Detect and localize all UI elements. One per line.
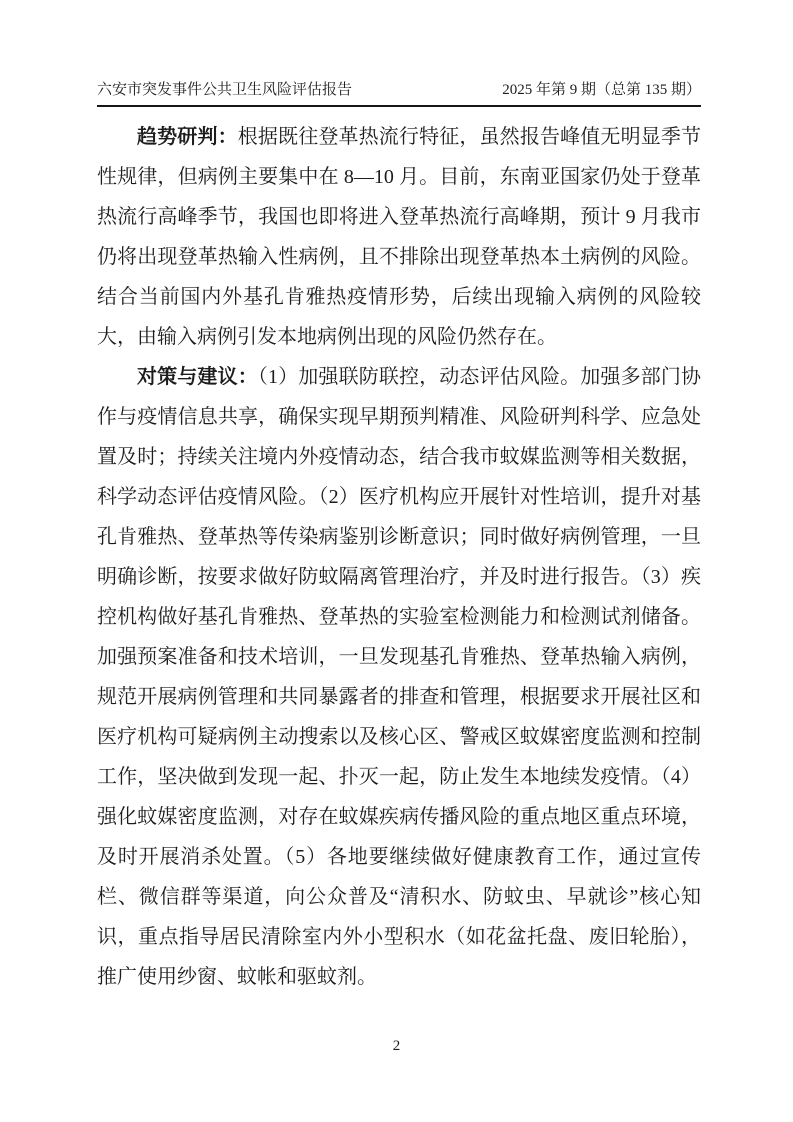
paragraph-countermeasures: [97, 357, 701, 997]
trend-analysis-text: 根据既往登革热流行特征，虽然报告峰值无明显季节性规律，但病例主要集中在 8—10 月。目前，东南亚国家仍处于登革热流行高峰季节，我国也即将进入登革热流行高峰期，预计 9 月我市仍将出现登革热输入性病例，且不排除出现登革热本土病例的风险。结合当前国内外基孔肯雅热疫情形势，后续出现输入病例的风险较大，由输入病例引发本地病例出现的风险仍然存在。: [97, 126, 702, 348]
paragraph-trend-analysis: [97, 117, 701, 357]
page-header: [97, 80, 701, 107]
countermeasures-text: （1）加强联防联控，动态评估风险。加强多部门协作与疫情信息共享，确保实现早期预判精准、风险研判科学、应急处置及时；持续关注境内外疫情动态，结合我市蚊媒监测等相关数据，科学动态评估疫情风险。（2）医疗机构应开展针对性培训，提升对基孔肯雅热、登革热等传染病鉴别诊断意识；同时做好病例管理，一旦明确诊断，按要求做好防蚊隔离管理治疗，并及时进行报告。（3）疾控机构做好基孔肯雅热、登革热的实验室检测能力和检测试剂储备。加强预案准备和技术培训，一旦发现基孔肯雅热、登革热输入病例，规范开展病例管理和共同暴露者的排查和管理，根据要求开展社区和医疗机构可疑病例主动搜索以及核心区、警戒区蚊媒密度监测和控制工作，坚决做到发现一起、扑灭一起，防止发生本地续发疫情。（4）强化蚊媒密度监测，对存在蚊媒疾病传播风险的重点地区重点环境，及时开展消杀处置。（5）各地要继续做好健康教育工作，通过宣传栏、微信群等渠道，向公众普及“清积水、防蚊虫、早就诊”核心知识，重点指导居民清除室内外小型积水（如花盆托盘、废旧轮胎），推广使用纱窗、蚊帐和驱蚊剂。: [97, 366, 702, 988]
countermeasures-lead: 对策与建议：: [137, 366, 258, 388]
trend-analysis-lead: 趋势研判：: [137, 126, 238, 148]
header-report-title: 六安市突发事件公共卫生风险评估报告: [97, 82, 353, 98]
header-issue-info: 2025 年第 9 期（总第 135 期）: [502, 82, 701, 98]
page-number: 2: [392, 1038, 401, 1054]
document-body: [97, 117, 701, 997]
